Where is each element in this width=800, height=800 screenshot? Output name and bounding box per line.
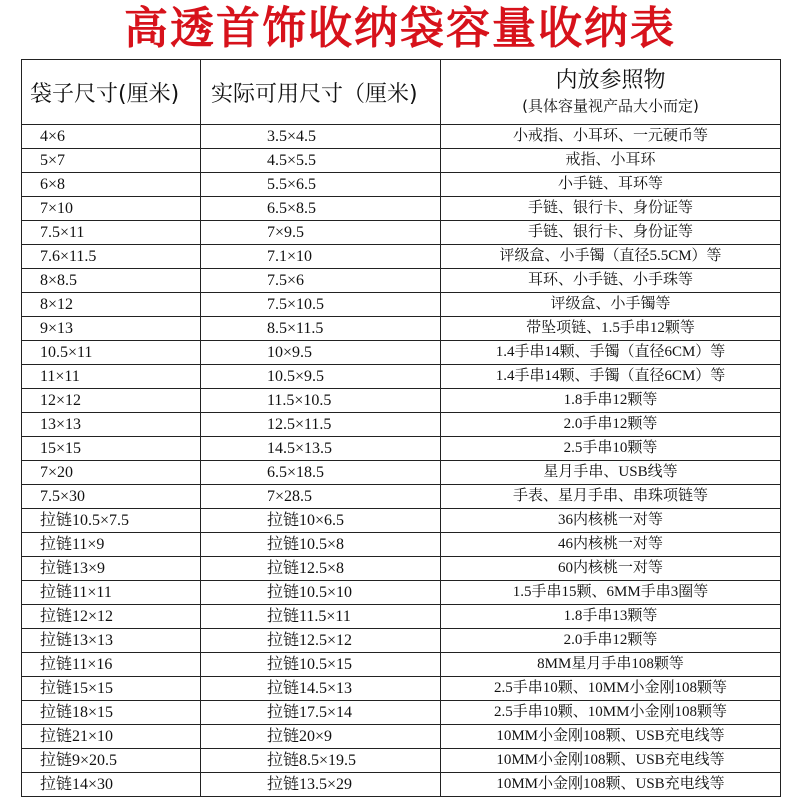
table-row bbox=[22, 725, 781, 749]
usable-size-cell: 拉链10.5×8 bbox=[201, 533, 441, 557]
header-bag-size: 袋子尺寸(厘米) bbox=[22, 60, 201, 125]
bag-size-cell: 拉链11×11 bbox=[22, 581, 201, 605]
table-row bbox=[22, 221, 781, 245]
contents-cell: 2.0手串12颗等 bbox=[441, 413, 781, 437]
table-row bbox=[22, 557, 781, 581]
table-row bbox=[22, 533, 781, 557]
contents-cell: 2.5手串10颗、10MM小金刚108颗等 bbox=[441, 701, 781, 725]
bag-size-cell: 10.5×11 bbox=[22, 341, 201, 365]
bag-size-cell: 15×15 bbox=[22, 437, 201, 461]
contents-cell: 戒指、小耳环 bbox=[441, 149, 781, 173]
bag-size-cell: 拉链18×15 bbox=[22, 701, 201, 725]
contents-cell: 1.8手串12颗等 bbox=[441, 389, 781, 413]
usable-size-cell: 12.5×11.5 bbox=[201, 413, 441, 437]
usable-size-cell: 10.5×9.5 bbox=[201, 365, 441, 389]
bag-size-cell: 11×11 bbox=[22, 365, 201, 389]
contents-cell: 46内核桃一对等 bbox=[441, 533, 781, 557]
usable-size-cell: 拉链11.5×11 bbox=[201, 605, 441, 629]
bag-size-cell: 7×10 bbox=[22, 197, 201, 221]
contents-cell: 10MM小金刚108颗、USB充电线等 bbox=[441, 773, 781, 797]
table-row bbox=[22, 701, 781, 725]
contents-cell: 带坠项链、1.5手串12颗等 bbox=[441, 317, 781, 341]
bag-size-cell: 拉链13×13 bbox=[22, 629, 201, 653]
table-row bbox=[22, 437, 781, 461]
usable-size-cell: 拉链14.5×13 bbox=[201, 677, 441, 701]
contents-cell: 60内核桃一对等 bbox=[441, 557, 781, 581]
table-row bbox=[22, 317, 781, 341]
contents-cell: 10MM小金刚108颗、USB充电线等 bbox=[441, 725, 781, 749]
bag-size-cell: 拉链21×10 bbox=[22, 725, 201, 749]
table-row bbox=[22, 629, 781, 653]
contents-cell: 8MM星月手串108颗等 bbox=[441, 653, 781, 677]
table-row bbox=[22, 197, 781, 221]
table-row bbox=[22, 485, 781, 509]
usable-size-cell: 7.5×6 bbox=[201, 269, 441, 293]
usable-size-cell: 11.5×10.5 bbox=[201, 389, 441, 413]
contents-cell: 1.4手串14颗、手镯（直径6CM）等 bbox=[441, 341, 781, 365]
header-contents-label: 内放参照物 bbox=[555, 68, 666, 93]
usable-size-cell: 拉链10.5×10 bbox=[201, 581, 441, 605]
table-row bbox=[22, 461, 781, 485]
bag-size-cell: 12×12 bbox=[22, 389, 201, 413]
table-row bbox=[22, 149, 781, 173]
table-row bbox=[22, 125, 781, 149]
bag-size-cell: 4×6 bbox=[22, 125, 201, 149]
usable-size-cell: 拉链10×6.5 bbox=[201, 509, 441, 533]
usable-size-cell: 拉链17.5×14 bbox=[201, 701, 441, 725]
table-row bbox=[22, 245, 781, 269]
table-row bbox=[22, 605, 781, 629]
usable-size-cell: 8.5×11.5 bbox=[201, 317, 441, 341]
table-row bbox=[22, 269, 781, 293]
page-title: 高透首饰收纳袋容量收纳表 bbox=[124, 3, 676, 54]
bag-size-cell: 拉链9×20.5 bbox=[22, 749, 201, 773]
usable-size-cell: 6.5×18.5 bbox=[201, 461, 441, 485]
bag-size-cell: 13×13 bbox=[22, 413, 201, 437]
table-row bbox=[22, 773, 781, 797]
contents-cell: 1.4手串14颗、手镯（直径6CM）等 bbox=[441, 365, 781, 389]
usable-size-cell: 14.5×13.5 bbox=[201, 437, 441, 461]
usable-size-cell: 7×9.5 bbox=[201, 221, 441, 245]
usable-size-cell: 拉链10.5×15 bbox=[201, 653, 441, 677]
header-contents bbox=[441, 60, 781, 125]
usable-size-cell: 7.5×10.5 bbox=[201, 293, 441, 317]
contents-cell: 1.8手串13颗等 bbox=[441, 605, 781, 629]
header-usable-size: 实际可用尺寸（厘米) bbox=[201, 60, 441, 125]
table-row bbox=[22, 389, 781, 413]
table-row bbox=[22, 653, 781, 677]
table-row bbox=[22, 413, 781, 437]
bag-size-cell: 7×20 bbox=[22, 461, 201, 485]
contents-cell: 评级盒、小手镯等 bbox=[441, 293, 781, 317]
table-body bbox=[22, 125, 781, 797]
bag-size-cell: 7.5×11 bbox=[22, 221, 201, 245]
usable-size-cell: 拉链12.5×12 bbox=[201, 629, 441, 653]
contents-cell: 评级盒、小手镯（直径5.5CM）等 bbox=[441, 245, 781, 269]
table-row bbox=[22, 365, 781, 389]
usable-size-cell: 6.5×8.5 bbox=[201, 197, 441, 221]
bag-size-cell: 7.5×30 bbox=[22, 485, 201, 509]
usable-size-cell: 拉链20×9 bbox=[201, 725, 441, 749]
contents-cell: 星月手串、USB线等 bbox=[441, 461, 781, 485]
contents-cell: 手表、星月手串、串珠项链等 bbox=[441, 485, 781, 509]
table-row bbox=[22, 509, 781, 533]
contents-cell: 小戒指、小耳环、一元硬币等 bbox=[441, 125, 781, 149]
table-row bbox=[22, 173, 781, 197]
table-row bbox=[22, 341, 781, 365]
contents-cell: 10MM小金刚108颗、USB充电线等 bbox=[441, 749, 781, 773]
bag-size-cell: 拉链15×15 bbox=[22, 677, 201, 701]
bag-size-cell: 6×8 bbox=[22, 173, 201, 197]
table-row bbox=[22, 581, 781, 605]
bag-size-cell: 拉链10.5×7.5 bbox=[22, 509, 201, 533]
contents-cell: 耳环、小手链、小手珠等 bbox=[441, 269, 781, 293]
capacity-table bbox=[21, 59, 781, 797]
contents-cell: 手链、银行卡、身份证等 bbox=[441, 221, 781, 245]
bag-size-cell: 8×8.5 bbox=[22, 269, 201, 293]
contents-cell: 2.0手串12颗等 bbox=[441, 629, 781, 653]
usable-size-cell: 7.1×10 bbox=[201, 245, 441, 269]
table-row bbox=[22, 677, 781, 701]
usable-size-cell: 4.5×5.5 bbox=[201, 149, 441, 173]
bag-size-cell: 8×12 bbox=[22, 293, 201, 317]
bag-size-cell: 拉链12×12 bbox=[22, 605, 201, 629]
header-row bbox=[22, 60, 781, 125]
bag-size-cell: 拉链11×16 bbox=[22, 653, 201, 677]
usable-size-cell: 3.5×4.5 bbox=[201, 125, 441, 149]
table-row bbox=[22, 293, 781, 317]
header-contents-note: (具体容量视产品大小而定) bbox=[522, 97, 699, 115]
bag-size-cell: 5×7 bbox=[22, 149, 201, 173]
contents-cell: 手链、银行卡、身份证等 bbox=[441, 197, 781, 221]
contents-cell: 1.5手串15颗、6MM手串3圈等 bbox=[441, 581, 781, 605]
bag-size-cell: 拉链11×9 bbox=[22, 533, 201, 557]
bag-size-cell: 拉链14×30 bbox=[22, 773, 201, 797]
usable-size-cell: 7×28.5 bbox=[201, 485, 441, 509]
contents-cell: 小手链、耳环等 bbox=[441, 173, 781, 197]
contents-cell: 36内核桃一对等 bbox=[441, 509, 781, 533]
contents-cell: 2.5手串10颗等 bbox=[441, 437, 781, 461]
contents-cell: 2.5手串10颗、10MM小金刚108颗等 bbox=[441, 677, 781, 701]
usable-size-cell: 拉链13.5×29 bbox=[201, 773, 441, 797]
usable-size-cell: 10×9.5 bbox=[201, 341, 441, 365]
bag-size-cell: 拉链13×9 bbox=[22, 557, 201, 581]
usable-size-cell: 5.5×6.5 bbox=[201, 173, 441, 197]
usable-size-cell: 拉链8.5×19.5 bbox=[201, 749, 441, 773]
bag-size-cell: 7.6×11.5 bbox=[22, 245, 201, 269]
usable-size-cell: 拉链12.5×8 bbox=[201, 557, 441, 581]
bag-size-cell: 9×13 bbox=[22, 317, 201, 341]
table-row bbox=[22, 749, 781, 773]
